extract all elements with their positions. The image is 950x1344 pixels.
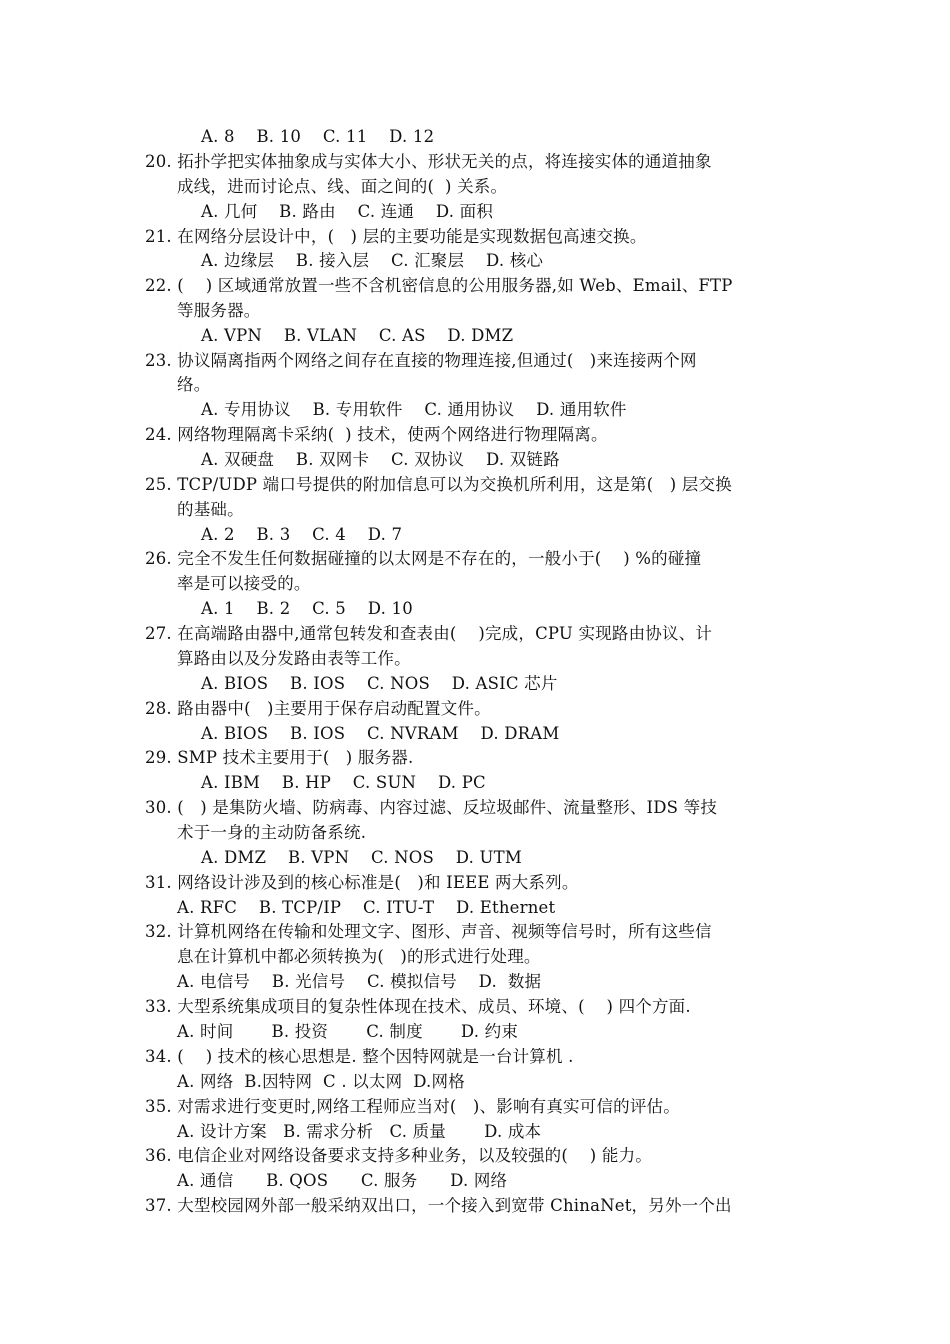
question-line: 25. TCP/UDP 端口号提供的附加信息可以为交换机所利用，这是第( ) 层交换 [145,475,732,494]
question-continuation: 术于一身的主动防备系统. [177,823,367,842]
question-line: 32. 计算机网络在传输和处理文字、图形、声音、视频等信号时，所有这些信 [145,922,712,941]
question-line: 26. 完全不发生任何数据碰撞的以太网是不存在的，一般小于( ) %的碰撞 [145,549,702,568]
answer-options: A. BIOS B. IOS C. NVRAM D. DRAM [201,724,560,743]
answer-options: A. 时间 B. 投资 C. 制度 D. 约束 [177,1022,519,1041]
question-line: 35. 对需求进行变更时,网络工程师应当对( )、影响有真实可信的评估。 [145,1097,680,1116]
answer-options: A. BIOS B. IOS C. NOS D. ASIC 芯片 [201,674,558,693]
question-line: 30. ( ) 是集防火墙、防病毒、内容过滤、反垃圾邮件、流量整形、IDS 等技 [145,798,718,817]
answer-options: A. 网络 B.因特网 C . 以太网 D.网格 [177,1072,465,1091]
question-continuation: 息在计算机中都必须转换为( )的形式进行处理。 [177,947,541,966]
question-line: 20. 拓扑学把实体抽象成与实体大小、形状无关的点，将连接实体的通道抽象 [145,152,712,171]
question-continuation: 等服务器。 [177,301,261,320]
question-continuation: 率是可以接受的。 [177,574,311,593]
answer-options: A. 边缘层 B. 接入层 C. 汇聚层 D. 核心 [201,251,544,270]
answer-options: A. DMZ B. VPN C. NOS D. UTM [201,848,522,867]
question-continuation: 成线，进而讨论点、线、面之间的( ) 关系。 [177,177,508,196]
question-line: 34. ( ) 技术的核心思想是. 整个因特网就是一台计算机 . [145,1047,574,1066]
question-line: 21. 在网络分层设计中，( ) 层的主要功能是实现数据包高速交换。 [145,227,647,246]
question-line: 29. SMP 技术主要用于( ) 服务器. [145,748,414,767]
question-line: 31. 网络设计涉及到的核心标准是( )和 IEEE 两大系列。 [145,873,579,892]
answer-options: A. 1 B. 2 C. 5 D. 10 [201,599,413,618]
answer-options: A. 双硬盘 B. 双网卡 C. 双协议 D. 双链路 [201,450,560,469]
question-line: 33. 大型系统集成项目的复杂性体现在技术、成员、环境、( ) 四个方面. [145,997,691,1016]
question-line: 22. ( ) 区域通常放置一些不含机密信息的公用服务器,如 Web、Email、FTP [145,276,733,295]
question-line: 23. 协议隔离指两个网络之间存在直接的物理连接,但通过( )来连接两个网 [145,351,697,370]
answer-options: A. 设计方案 B. 需求分析 C. 质量 D. 成本 [177,1122,542,1141]
question-line: 36. 电信企业对网络设备要求支持多种业务，以及较强的( ) 能力。 [145,1146,652,1165]
answer-options: A. VPN B. VLAN C. AS D. DMZ [201,326,514,345]
answer-options: A. RFC B. TCP/IP C. ITU-T D. Ethernet [177,898,556,917]
answer-options: A. 专用协议 B. 专用软件 C. 通用协议 D. 通用软件 [201,400,627,419]
question-line: 27. 在高端路由器中,通常包转发和查表由( )完成，CPU 实现路由协议、计 [145,624,713,643]
question-line: 24. 网络物理隔离卡采纳( ) 技术，使两个网络进行物理隔离。 [145,425,608,444]
answer-options: A. 几何 B. 路由 C. 连通 D. 面积 [201,202,494,221]
question-continuation: 络。 [177,375,211,394]
answer-options: A. IBM B. HP C. SUN D. PC [201,773,486,792]
answer-options: A. 通信 B. QOS C. 服务 D. 网络 [177,1171,508,1190]
question-line: 37. 大型校园网外部一般采纳双出口，一个接入到宽带 ChinaNet，另外一个出 [145,1196,732,1215]
answer-options: A. 2 B. 3 C. 4 D. 7 [201,525,403,544]
question-continuation: 算路由以及分发路由表等工作。 [177,649,411,668]
question-continuation: 的基础。 [177,500,244,519]
question-line: 28. 路由器中( )主要用于保存启动配置文件。 [145,699,491,718]
answer-options: A. 8 B. 10 C. 11 D. 12 [201,127,435,146]
answer-options: A. 电信号 B. 光信号 C. 模拟信号 D. 数据 [177,972,542,991]
